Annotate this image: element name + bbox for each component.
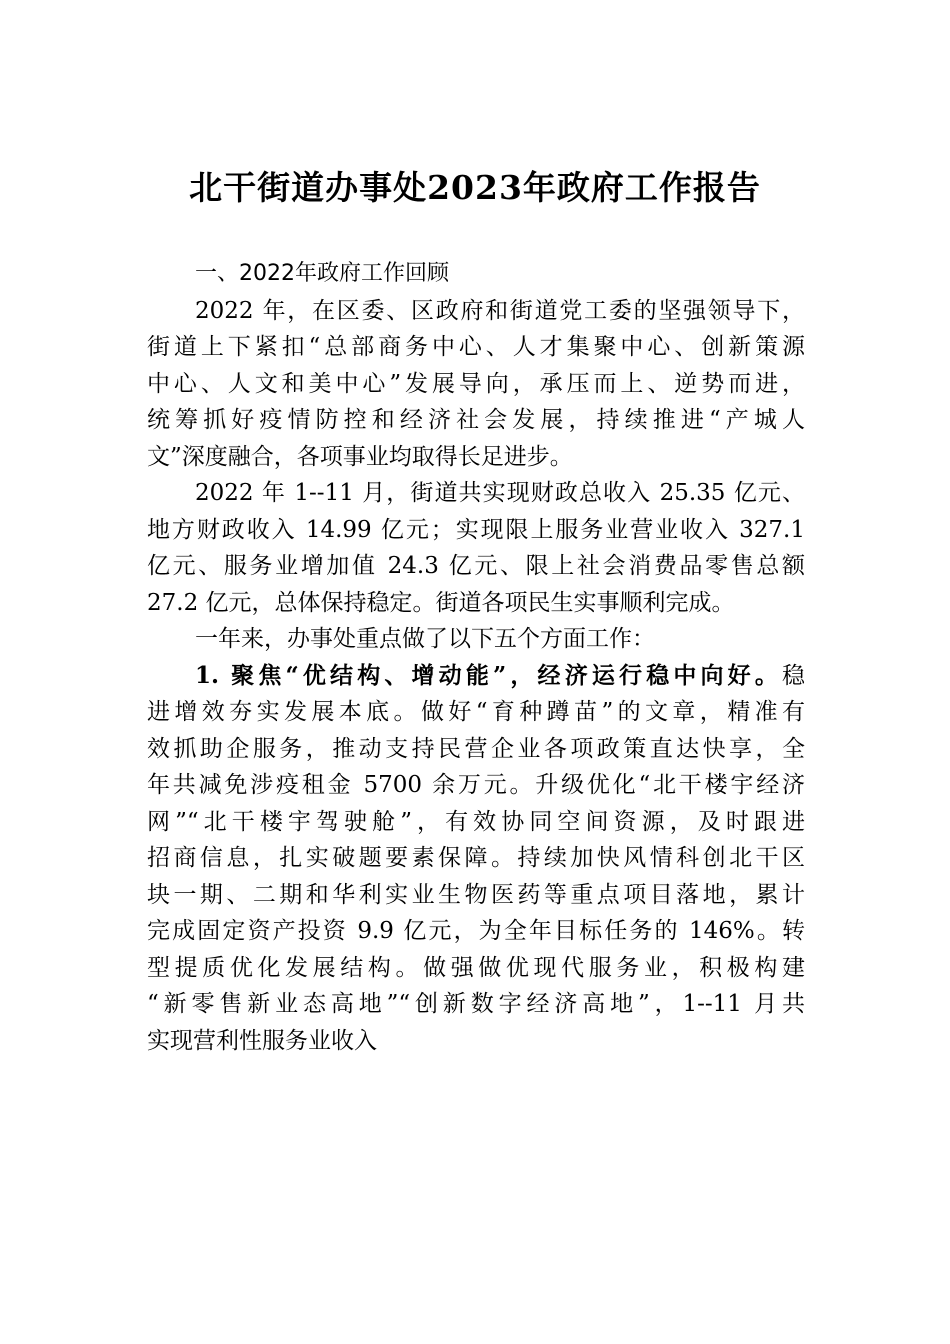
text-line (147, 694, 805, 731)
text-line (147, 1023, 805, 1060)
line-text: 亿元、服务业增加值 24.3 亿元、限上社会消费品零售总额 (147, 553, 805, 579)
line-text: 文”深度融合，各项事业均取得长足进步。 (147, 443, 573, 470)
line-text: 块一期、二期和华利实业生物医药等重点项目落地，累计 (147, 881, 805, 908)
text-line (147, 366, 805, 403)
text-line (147, 877, 805, 914)
line-text: 地方财政收入 14.99 亿元；实现限上服务业营业收入 327.1 (147, 516, 805, 543)
line-text: 中心、人文和美中心”发展导向，承压而上、逆势而进， (147, 370, 805, 397)
text-line (147, 731, 805, 768)
line-text: 2022 年，在区委、区政府和街道党工委的坚强领导下， (195, 297, 805, 324)
line-text: 招商信息，扎实破题要素保障。持续加快风情科创北干区 (147, 845, 805, 871)
line-text: 年共减免涉疫租金 5700 余万元。升级优化“北干楼宇经济 (147, 772, 805, 798)
text-line (147, 804, 805, 841)
line-text: 完成固定资产投资 9.9 亿元，为全年目标任务的 146%。转 (147, 918, 805, 944)
line-text: 进增效夯实发展本底。做好“育种蹲苗”的文章，精准有 (147, 699, 805, 725)
line-text: 街道上下紧扣“总部商务中心、人才集聚中心、创新策源 (147, 334, 805, 360)
text-line (147, 913, 805, 950)
line-text: “新零售新业态高地”“创新数字经济高地”，1--11 月共 (147, 991, 805, 1017)
line-text: 效抓助企服务，推动支持民营企业各项政策直达快享，全 (147, 735, 805, 762)
text-line (147, 475, 805, 512)
text-line (147, 439, 805, 476)
text-line (147, 767, 805, 804)
bold-lead: 1. 聚焦“优结构、增动能”，经济运行稳中向好。 (195, 661, 782, 689)
paragraph-lines (147, 293, 805, 1060)
text-line (147, 621, 805, 658)
text-line (147, 512, 805, 549)
text-line (147, 658, 805, 695)
text-line (147, 840, 805, 877)
line-text: 27.2 亿元，总体保持稳定。街道各项民生实事顺利完成。 (147, 589, 735, 616)
document-title: 北干街道办事处2023年政府工作报告 (189, 168, 761, 207)
line-text: 实现营利性服务业收入 (147, 1027, 377, 1054)
line-text: 网”“北干楼宇驾驶舱”，有效协同空间资源，及时跟进 (147, 808, 805, 835)
text-line (147, 950, 805, 987)
text-line (147, 585, 805, 622)
line-text: 稳 (782, 662, 805, 689)
line-text: 2022 年 1--11 月，街道共实现财政总收入 25.35 亿元、 (195, 480, 805, 506)
section-heading: 一、2022年政府工作回顾 (195, 261, 449, 286)
line-text: 一年来，办事处重点做了以下五个方面工作： (195, 626, 655, 652)
text-line (147, 986, 805, 1023)
text-line (147, 329, 805, 366)
line-text: 型提质优化发展结构。做强做优现代服务业，积极构建 (147, 954, 805, 981)
text-line (147, 293, 805, 330)
text-line (147, 402, 805, 439)
line-text: 统筹抓好疫情防控和经济社会发展，持续推进“产城人 (147, 407, 805, 433)
text-line (147, 548, 805, 585)
document-body (147, 256, 805, 1059)
